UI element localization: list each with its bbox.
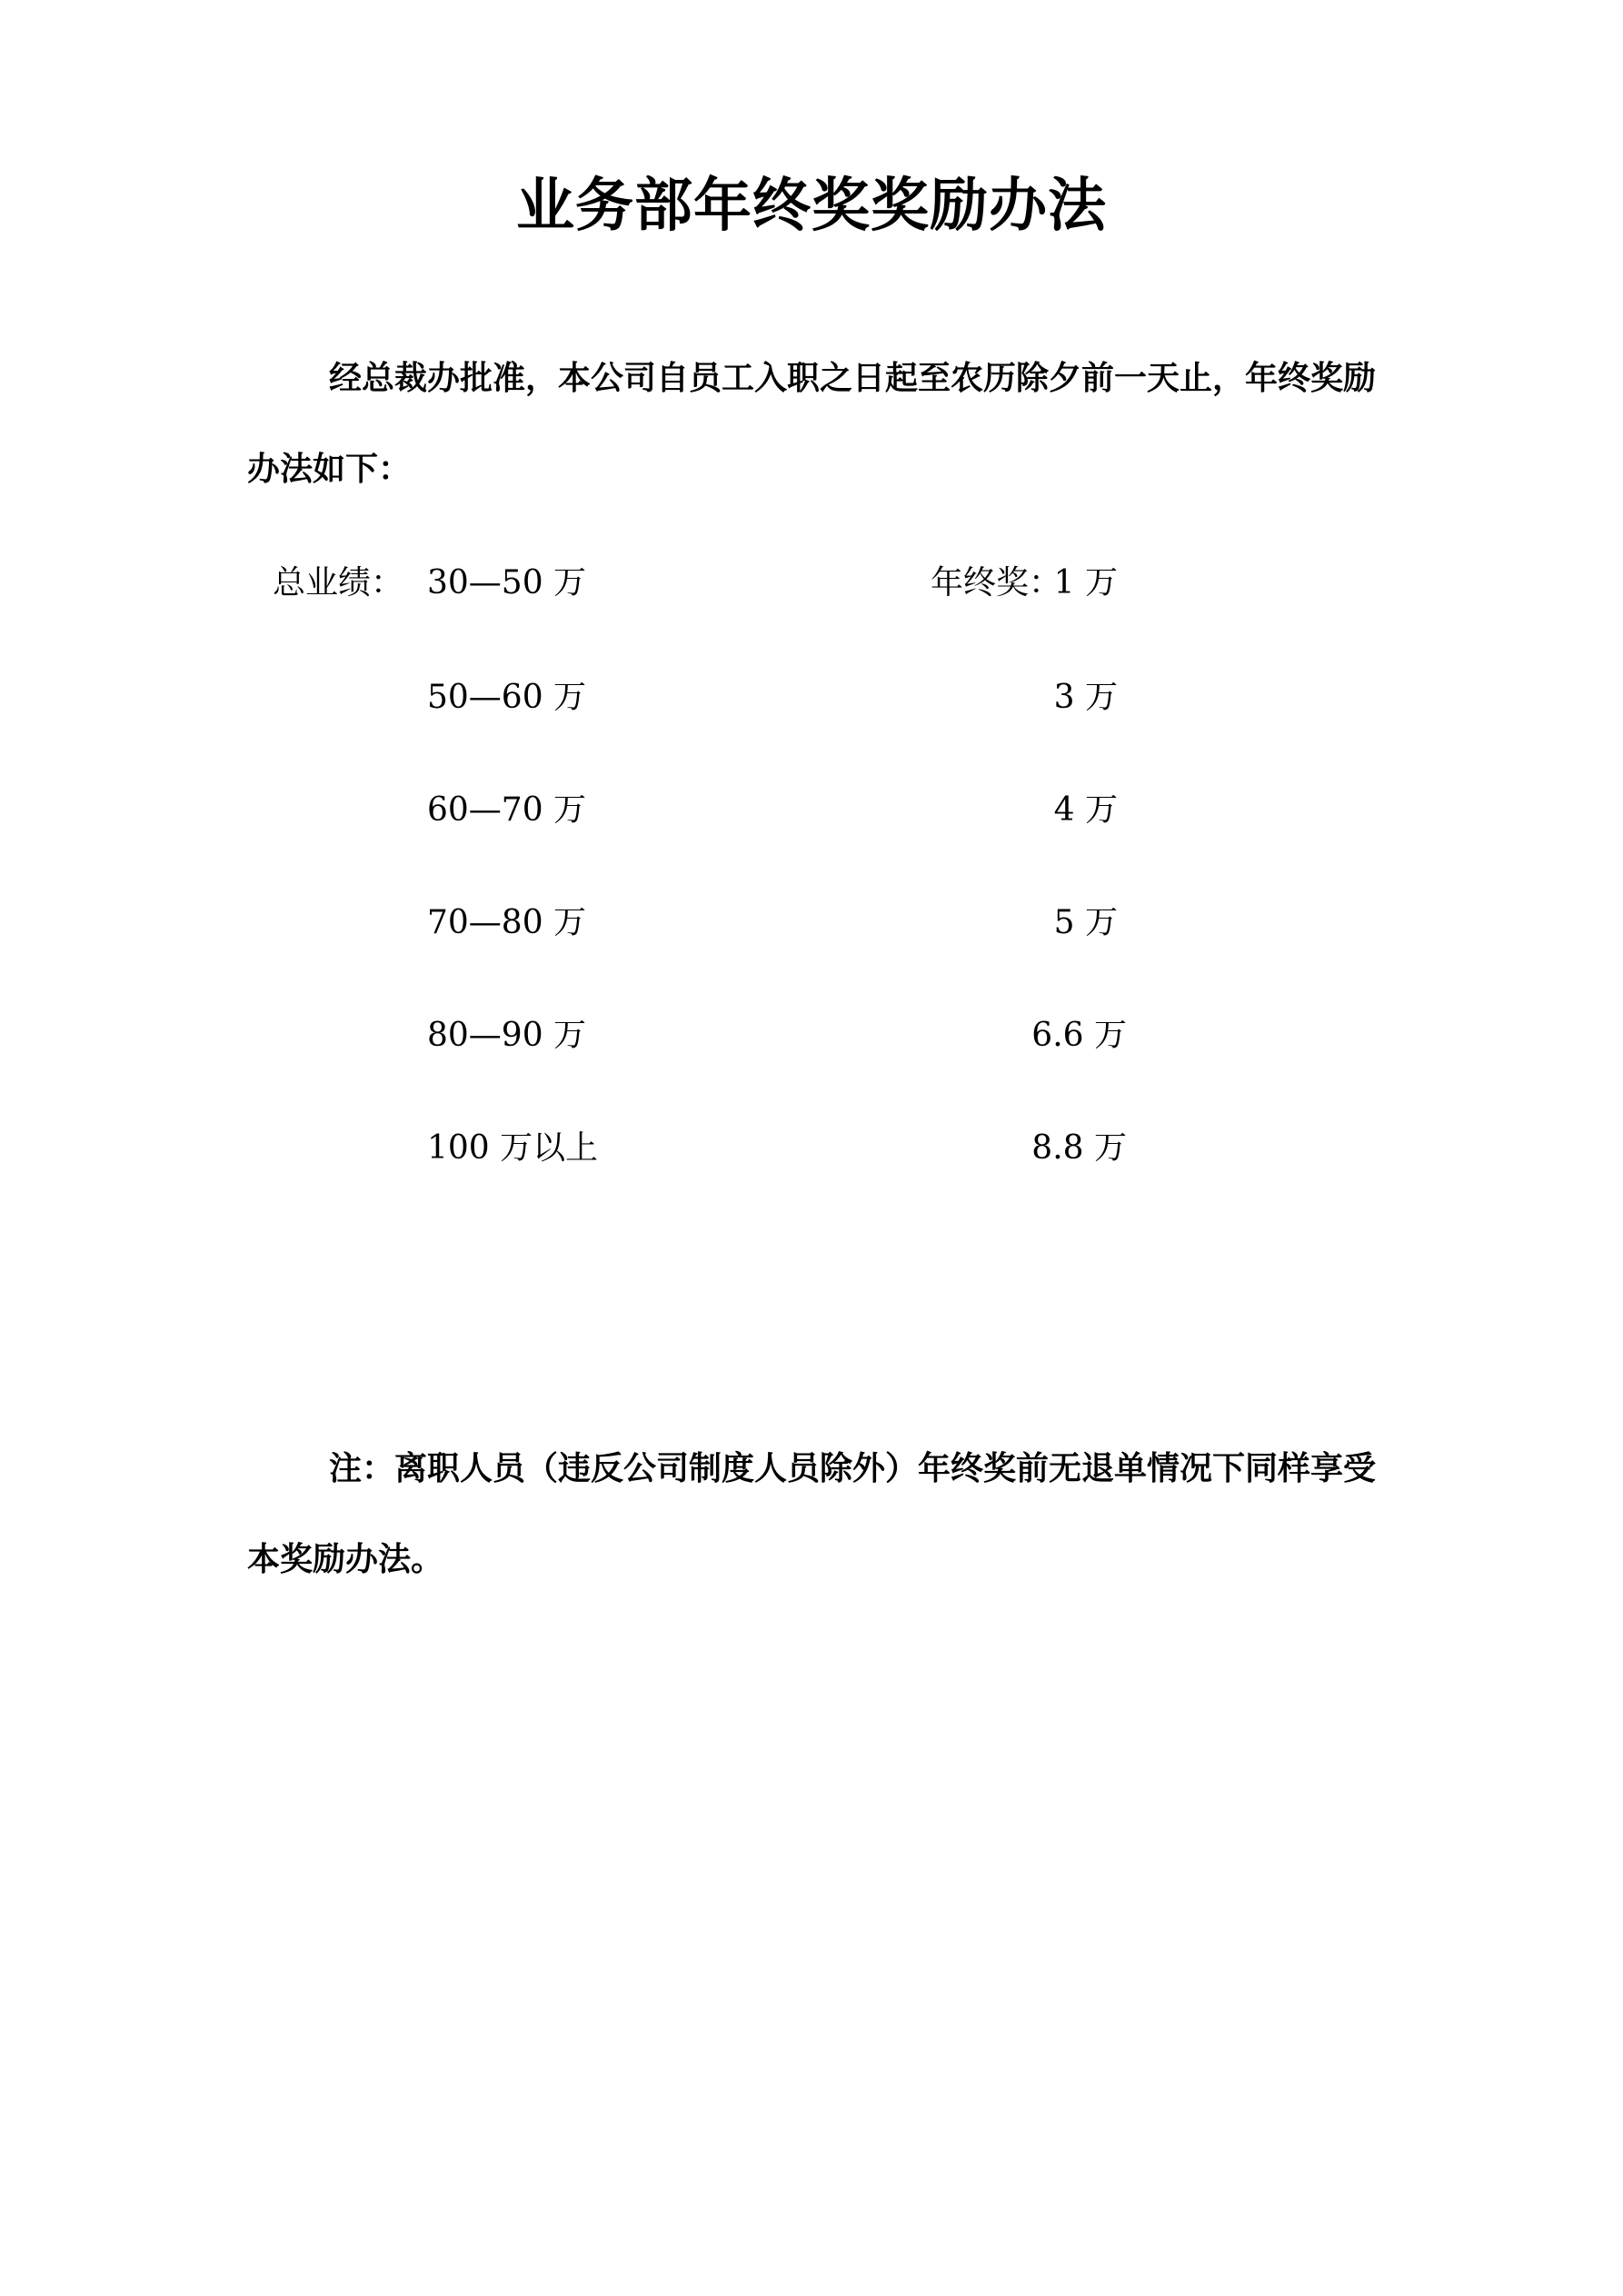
bonus-amount: 8.8 万 (1031, 1129, 1127, 1167)
table-row (0, 1009, 1623, 1063)
total-performance-label: 总业绩： (272, 564, 403, 601)
bonus-amount: 5 万 (1053, 904, 1118, 941)
note-paragraph (247, 1423, 1392, 1605)
year-end-bonus-label: 年终奖： (930, 564, 1061, 601)
intro-paragraph (247, 333, 1392, 514)
note-text: 注：离职人员（违反公司制度人员除外）年终奖前无退单情况下同样享受本奖励办法。 (247, 1449, 1377, 1578)
bonus-amount: 1 万 (1053, 564, 1118, 601)
bonus-amount: 4 万 (1053, 791, 1118, 829)
table-row (0, 1121, 1623, 1176)
performance-range: 30—50 万 (427, 564, 587, 601)
performance-range: 50—60 万 (427, 679, 587, 716)
intro-text: 经总裁办批准，本公司自员工入职之日起至农历除夕前一天止，年终奖励办法如下： (247, 359, 1377, 488)
table-row (0, 896, 1623, 950)
bonus-amount: 3 万 (1053, 679, 1118, 716)
document-title: 业务部年终奖奖励办法 (516, 172, 1107, 240)
performance-range: 80—90 万 (427, 1017, 587, 1054)
table-row (0, 556, 1623, 611)
bonus-amount: 6.6 万 (1031, 1017, 1127, 1054)
table-row (0, 671, 1623, 725)
table-row (0, 783, 1623, 838)
performance-range: 100 万以上 (427, 1129, 599, 1167)
performance-range: 70—80 万 (427, 904, 587, 941)
performance-range: 60—70 万 (427, 791, 587, 829)
